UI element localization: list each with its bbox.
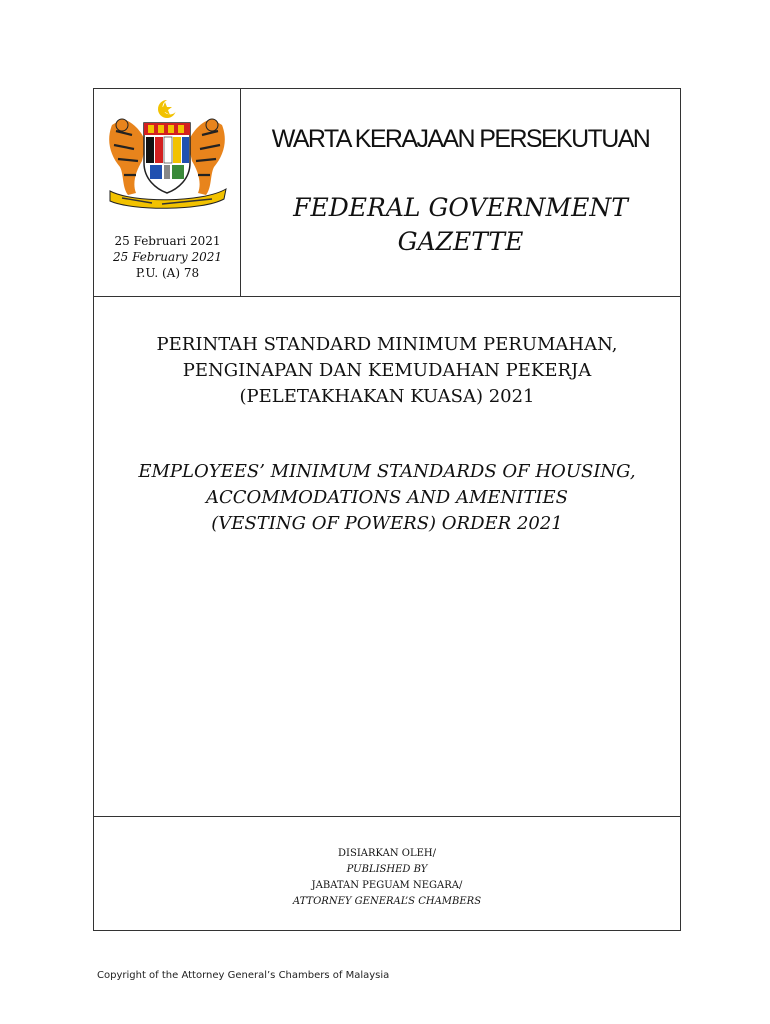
date-english: 25 February 2021 [112, 250, 223, 264]
order-title-english-line1: EMPLOYEES’ MINIMUM STANDARDS OF HOUSING, [138, 461, 636, 482]
copyright-notice: Copyright of the Attorney General’s Chambers of Malaysia [97, 970, 390, 981]
publisher-label-malay: DISIARKAN OLEH/ [338, 848, 436, 859]
gazette-title-english-line2: GAZETTE [397, 227, 524, 256]
order-title-english [94, 459, 680, 537]
order-title-malay-line2: PENGINAPAN DAN KEMUDAHAN PEKERJA [182, 360, 592, 381]
header-right-cell [241, 89, 680, 296]
publisher-name-malay: JABATAN PEGUAM NEGARA/ [311, 880, 463, 891]
order-title-english-line3: (VESTING OF POWERS) ORDER 2021 [211, 513, 563, 534]
publisher-block [94, 846, 680, 910]
order-title-malay-line1: PERINTAH STANDARD MINIMUM PERUMAHAN, [156, 334, 618, 355]
gazette-dates [94, 233, 241, 281]
gazette-reference-number: P.U. (A) 78 [135, 266, 200, 280]
gazette-title-english [241, 191, 680, 259]
order-title-malay-line3: (PELETAKHAKAN KUASA) 2021 [239, 386, 535, 407]
order-title-english-line2: ACCOMMODATIONS AND AMENITIES [206, 487, 568, 508]
header-left-cell [94, 89, 241, 296]
malaysia-coat-of-arms-icon [102, 95, 232, 211]
gazette-header [94, 89, 680, 297]
publisher-label-english: PUBLISHED BY [346, 864, 428, 875]
gazette-title-english-line1: FEDERAL GOVERNMENT [293, 193, 628, 222]
date-malay: 25 Februari 2021 [114, 234, 221, 248]
publisher-divider [94, 816, 680, 817]
publisher-name-english: ATTORNEY GENERAL’S CHAMBERS [292, 896, 482, 907]
gazette-frame [93, 88, 681, 931]
gazette-title-malay: WARTA KERAJAAN PERSEKUTUAN [271, 125, 650, 153]
order-title-malay [94, 332, 680, 410]
